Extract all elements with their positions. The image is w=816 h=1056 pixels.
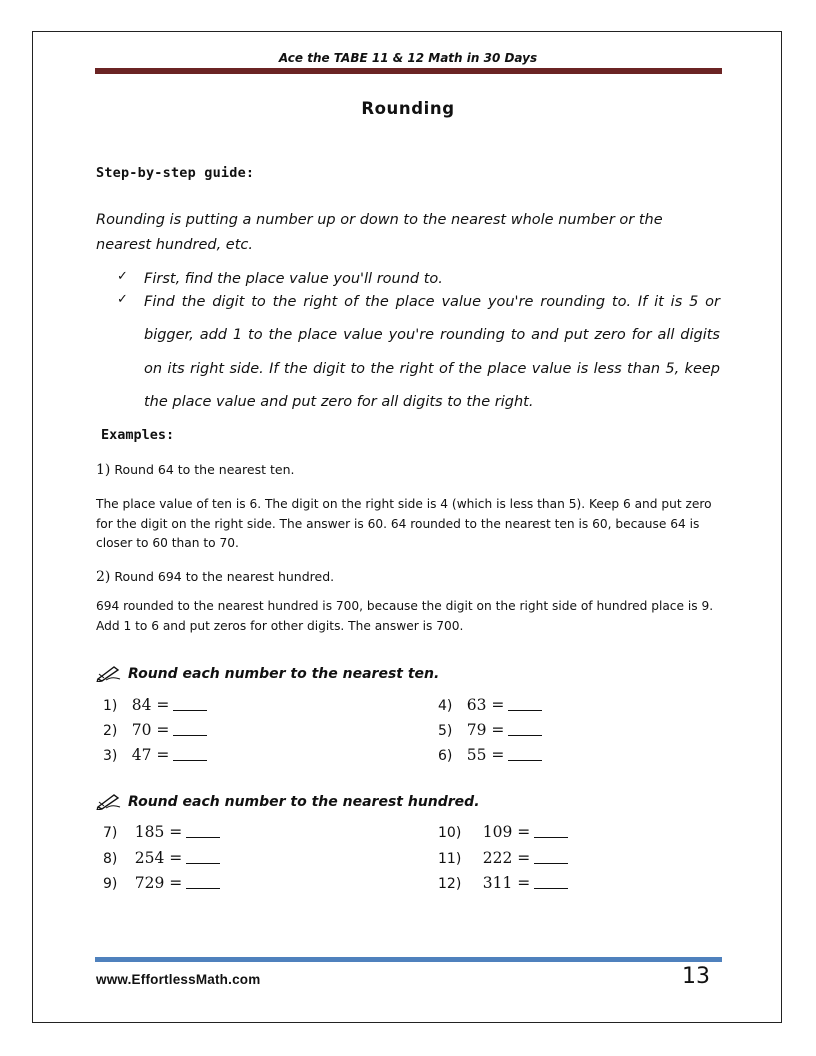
problem-item xyxy=(103,746,207,764)
example-answer: 694 rounded to the nearest hundred is 700, because the digit on the right side of hundred place is 9. Add 1 to 6 and put zeros for other digits. The answer is 700. xyxy=(96,599,714,633)
problem-expression: 63 = xyxy=(466,696,505,714)
example-question-text: Round 64 to the nearest ten. xyxy=(114,462,295,477)
check-icon: ✓ xyxy=(117,269,128,284)
problem-item xyxy=(103,849,220,867)
problem-item xyxy=(103,721,207,739)
problem-expression: 84 = xyxy=(131,696,170,714)
problem-item xyxy=(103,696,207,714)
problem-number: 2) xyxy=(103,723,118,739)
intro-paragraph: Rounding is putting a number up or down to the nearest whole number or the nearest hundred, etc. xyxy=(96,212,663,253)
problem-item xyxy=(438,823,568,841)
problem-item xyxy=(438,849,568,867)
check-icon: ✓ xyxy=(117,292,128,307)
exercise-section-label: Round each number to the nearest hundred. xyxy=(128,794,480,810)
answer-blank[interactable] xyxy=(534,888,568,889)
problem-expression: 55 = xyxy=(466,746,505,764)
example-question xyxy=(96,569,334,585)
example-number: 2) xyxy=(96,569,111,585)
answer-blank[interactable] xyxy=(186,837,220,838)
problem-number: 10) xyxy=(438,825,462,841)
examples-heading: Examples: xyxy=(101,427,175,443)
example-question-text: Round 694 to the nearest hundred. xyxy=(114,569,335,584)
problem-number: 1) xyxy=(103,698,118,714)
problem-item xyxy=(438,746,542,764)
exercise-section-title xyxy=(96,664,439,682)
answer-blank[interactable] xyxy=(173,760,207,761)
example-answer: The place value of ten is 6. The digit on the right side is 4 (which is less than 5). Keep 6 and put zero for the digit on the right side. The answer is 60. 64 rounded to the nearest ten is 60, because 64 is closer to 60 than to 70. xyxy=(96,497,712,551)
page-number: 13 xyxy=(682,964,710,989)
answer-blank[interactable] xyxy=(534,863,568,864)
answer-blank[interactable] xyxy=(534,837,568,838)
problem-expression: 222 = xyxy=(482,849,531,867)
pencil-writing-icon xyxy=(96,792,122,810)
answer-blank[interactable] xyxy=(173,710,207,711)
bullet-text: First, find the place value you'll round to. xyxy=(144,271,443,287)
problem-expression: 70 = xyxy=(131,721,170,739)
problem-number: 11) xyxy=(438,851,462,867)
problem-number: 4) xyxy=(438,698,453,714)
problem-expression: 79 = xyxy=(466,721,505,739)
problem-expression: 311 = xyxy=(482,874,531,892)
bullet-text: Find the digit to the right of the place value you're rounding to. If it is 5 or bigger, add 1 to the place value you're rounding to and put zero for all digits on its right side. If the digit to the right of the place value is less than 5, keep the place value and put zero for all digits to the right. xyxy=(144,294,720,410)
problem-item xyxy=(103,874,220,892)
problem-item xyxy=(438,696,542,714)
running-header: Ace the TABE 11 & 12 Math in 30 Days xyxy=(278,51,538,65)
answer-blank[interactable] xyxy=(508,735,542,736)
problem-number: 9) xyxy=(103,876,118,892)
problem-number: 7) xyxy=(103,825,118,841)
answer-blank[interactable] xyxy=(508,710,542,711)
problem-item xyxy=(103,823,220,841)
problem-expression: 254 = xyxy=(134,849,183,867)
problem-number: 3) xyxy=(103,748,118,764)
footer-rule xyxy=(95,957,722,962)
pencil-writing-icon xyxy=(96,664,122,682)
example-number: 1) xyxy=(96,462,111,478)
footer-url[interactable]: www.EffortlessMath.com xyxy=(96,972,261,987)
example-question xyxy=(96,462,294,478)
problem-expression: 109 = xyxy=(482,823,531,841)
problem-item xyxy=(438,874,568,892)
problem-item xyxy=(438,721,542,739)
header-rule xyxy=(95,68,722,74)
problem-number: 5) xyxy=(438,723,453,739)
problem-expression: 729 = xyxy=(134,874,183,892)
page-title: Rounding xyxy=(361,99,455,118)
problem-expression: 185 = xyxy=(134,823,183,841)
answer-blank[interactable] xyxy=(173,735,207,736)
answer-blank[interactable] xyxy=(186,888,220,889)
problem-number: 6) xyxy=(438,748,453,764)
guide-heading: Step-by-step guide: xyxy=(96,165,255,181)
problem-expression: 47 = xyxy=(131,746,170,764)
answer-blank[interactable] xyxy=(186,863,220,864)
exercise-section-label: Round each number to the nearest ten. xyxy=(128,666,440,682)
problem-number: 8) xyxy=(103,851,118,867)
problem-number: 12) xyxy=(438,876,462,892)
answer-blank[interactable] xyxy=(508,760,542,761)
exercise-section-title xyxy=(96,792,480,810)
